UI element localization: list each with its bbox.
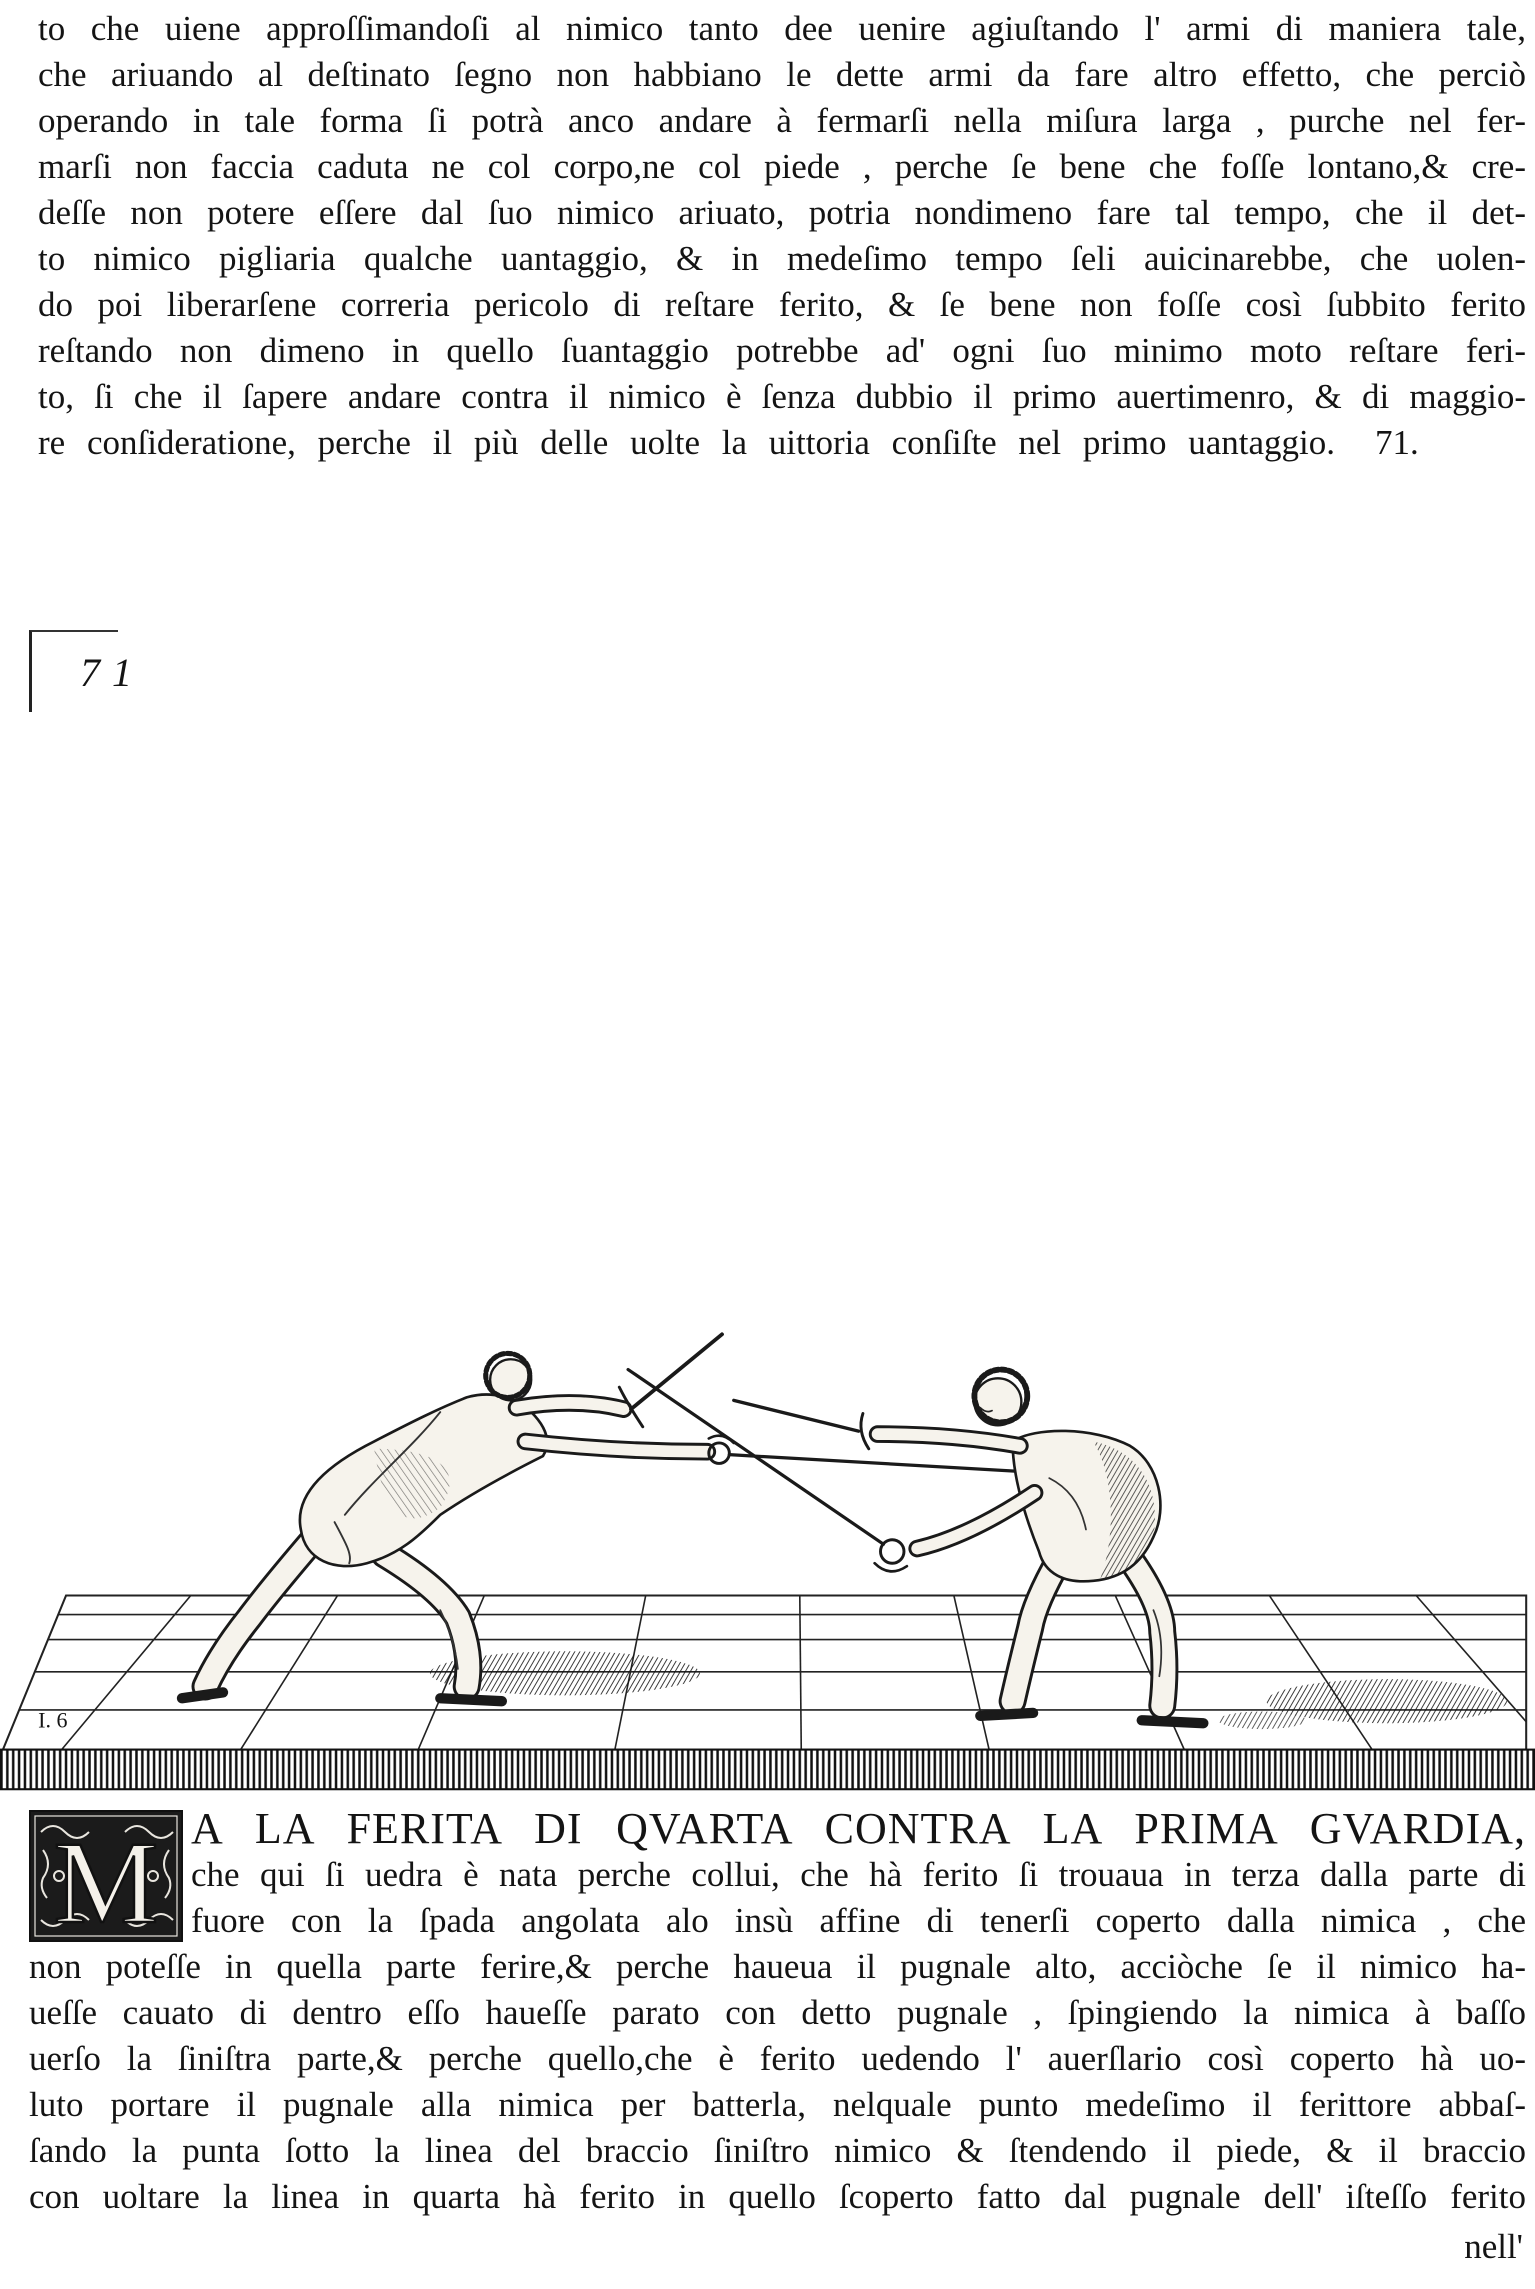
plate-label: I. 6: [38, 1707, 68, 1733]
text-line: luto portare il pugnale alla nimica per batterla, nelquale punto medeſimo il ferittore abbaſ-: [29, 2085, 1526, 2124]
right-head: [974, 1370, 1027, 1426]
right-dagger: [734, 1400, 869, 1448]
text-line: fuore con la ſpada angolata alo insù affine di tenerſi coperto dalla nimica , che: [191, 1901, 1526, 1940]
drop-cap-letter: M: [53, 1817, 159, 1942]
text-line: to che uiene approſſimandoſi al nimico tanto dee uenire agiuſtando l' armi di maniera tale,: [38, 9, 1526, 48]
right-sword-arm: [917, 1493, 1034, 1549]
text-line: ſando la punta ſotto la linea del braccio ſiniſtro nimico & ſtendendo il piede, & il braccio: [29, 2131, 1526, 2170]
text-line: uerſo la ſiniſtra parte,& perche quello,che è ferito uedendo l' auerſlario così coperto hà uo-: [29, 2039, 1526, 2078]
section-body: [29, 1944, 1526, 2220]
right-dagger-arm: [878, 1434, 1020, 1446]
fencing-plate-illustration: [0, 1302, 1535, 1801]
text-line: ueſſe cauato di dentro eſſo haueſſe parato con detto pugnale , ſpingiendo la nimica à baſſo: [29, 1993, 1526, 2032]
text-line: marſi non faccia caduta ne col corpo,ne col piede , perche ſe bene che foſſe lontano,& cre-: [38, 147, 1526, 186]
text-line: che ariuando al deſtinato ſegno non habbiano le dette armi da fare altro effetto, che perciò: [38, 55, 1526, 94]
figure-reference: 71.: [1375, 423, 1419, 462]
text-line: con uoltare la linea in quarta hà ferito in quello ſcoperto fatto dal pugnale dell' iſteſſo ferito: [29, 2177, 1526, 2216]
text-line: reſtando non dimeno in quello ſuantaggio potrebbe ad' ogni ſuo minimo moto reſtare feri-: [38, 331, 1526, 370]
left-dagger-arm: [517, 1403, 624, 1409]
drop-cap-initial: [29, 1810, 183, 1942]
text-line: operando in tale forma ſi potrà anco andare à fermarſi nella miſura larga , purche nel fer-: [38, 101, 1526, 140]
top-paragraph: [38, 6, 1526, 466]
shadow-right: [1266, 1679, 1507, 1723]
left-head: [486, 1353, 531, 1400]
text-line: re conſideratione, perche il più delle uolte la uittoria conſiſte nel primo uantaggio.: [38, 423, 1335, 462]
catchword: nell': [1464, 2227, 1523, 2266]
left-sword-arm: [525, 1441, 707, 1451]
plate-border-bar: [0, 1750, 1535, 1790]
plate-number-mark: 71: [80, 650, 144, 695]
shadow-right-small: [1218, 1711, 1306, 1729]
text-line: non poteſſe in quella parte ferire,& perche haueua il pugnale alto, acciòche ſe il nimico ha-: [29, 1947, 1526, 1986]
text-line: to nimico pigliaria qualche uantaggio, & in medeſimo tempo ſeli auicinarebbe, che uolen-: [38, 239, 1526, 278]
text-line: do poi liberarſene correria pericolo di reſtare ferito, & ſe bene non foſſe così ſubbito ferito: [38, 285, 1526, 324]
text-line: deſſe non potere eſſere dal ſuo nimico ariuato, potria nondimeno fare tal tempo, che il det-: [38, 193, 1526, 232]
section-body-indented: [191, 1852, 1526, 1944]
right-rapier: [628, 1370, 907, 1572]
section-heading: A LA FERITA DI QVARTA CONTRA LA PRIMA GVARDIA,: [191, 1804, 1526, 1853]
left-dagger: [619, 1334, 722, 1426]
text-line: to, ſi che il ſapere andare contra il nimico è ſenza dubbio il primo auertimenro, & di maggio-: [38, 377, 1526, 416]
text-line: che qui ſi uedra è nata perche collui, che hà ferito ſi trouaua in terza dalla parte di: [191, 1855, 1526, 1894]
